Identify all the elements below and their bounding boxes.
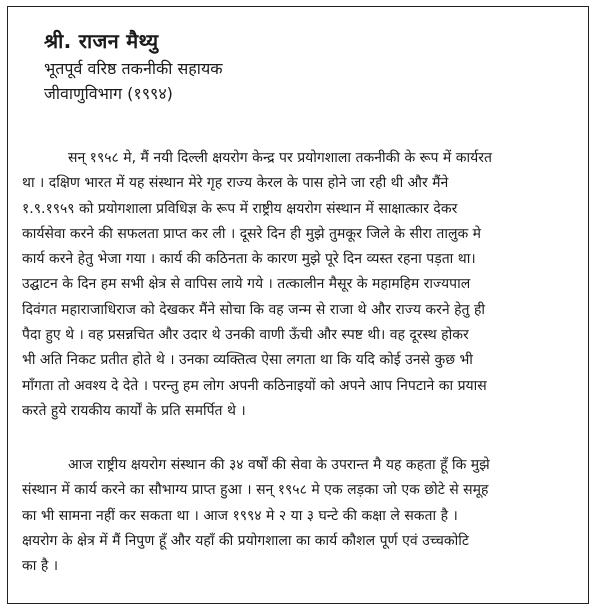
text-line: सन् १९५८ मे, मैं नयी दिल्ली क्षयरोग केन्द्र पर प्रयोगशाला तकनीकी के रूप में कार्यरत [68,150,492,166]
text-line: कार्य करने हेतु भेजा गया । कार्य की कठिनता के कारण मुझे पूरे दिन व्यस्त रहना पड़ता था। [22,251,476,268]
text-line: का है । [22,558,59,575]
text-line: करते हुये रायकीय कार्यों के प्रति समर्पित थे । [22,402,246,419]
paragraph-1 [22,146,582,424]
text-line: कार्यसेवा करने की सफलता प्राप्त कर ली । दूसरे दिन ही मुझे तुमकूर जिले के सीरा तालुक मे [22,225,482,242]
author-designation: भूतपूर्व वरिष्ठ तकनीकी सहायक [44,59,223,78]
text-line: का भी सामना नहीं कर सकता था । आज १९९४ मे २ या ३ घन्टे की कक्षा ले सकता है । [22,507,458,524]
text-line: उद्घाटन के दिन हम सभी क्षेत्र से वापिस लाये गये । तत्कालीन मैसूर के महामहिम राज्यपाल [22,276,471,293]
text-line: १.९.१९५९ को प्रयोगशाला प्रविधिज्ञ के रूप में राष्ट्रीय क्षयरोग संस्थान में साक्षात्कार देकर [22,200,458,217]
text-line: संस्थान में कार्य करने का सौभाग्य प्राप्त हुआ । सन् १९५८ मे एक लड़का जो एक छोटे से समूह [22,482,489,499]
text-line: था । दक्षिण भारत में यह संस्थान मेरे गृह राज्य केरल के पास होने जा रही थी और मैंने [22,175,449,192]
author-header [44,26,223,106]
text-line: आज राष्ट्रीय क्षयरोग संस्थान की ३४ वर्षों की सेवा के उपरान्त मै यह कहता हूँ कि मुझे [68,457,490,473]
author-name: श्री. राजन मैथ्यु [44,29,159,53]
paragraph-2 [22,453,582,579]
text-line: माँगता तो अवश्य दे देते । परन्तु हम लोग अपनी कठिनाइयों को अपने आप निपटाने का प्रयास [22,377,487,394]
text-line: भी अति निकट प्रतीत होते थे । उनका व्यक्तित्व ऐसा लगता था कि यदि कोई उनसे कुछ भी [22,352,473,369]
author-department: जीवाणुविभाग (१९९४) [44,84,173,103]
text-line: पैदा हुए थे । वह प्रसन्नचित और उदार थे उनकी वाणी ऊँची और स्पष्ट थी। वह दूरस्थ होकर [22,327,469,344]
text-line: क्षयरोग के क्षेत्र में मैं निपुण हूँ और यहाँ की प्रयोगशाला का कार्य कौशल पूर्ण एवं उच्चकोटि [22,532,469,549]
text-line: दिवंगत महाराजाधिराज को देखकर मैंने सोचा कि वह जन्म से राजा थे और राज्य करने हेतु ही [22,301,486,318]
